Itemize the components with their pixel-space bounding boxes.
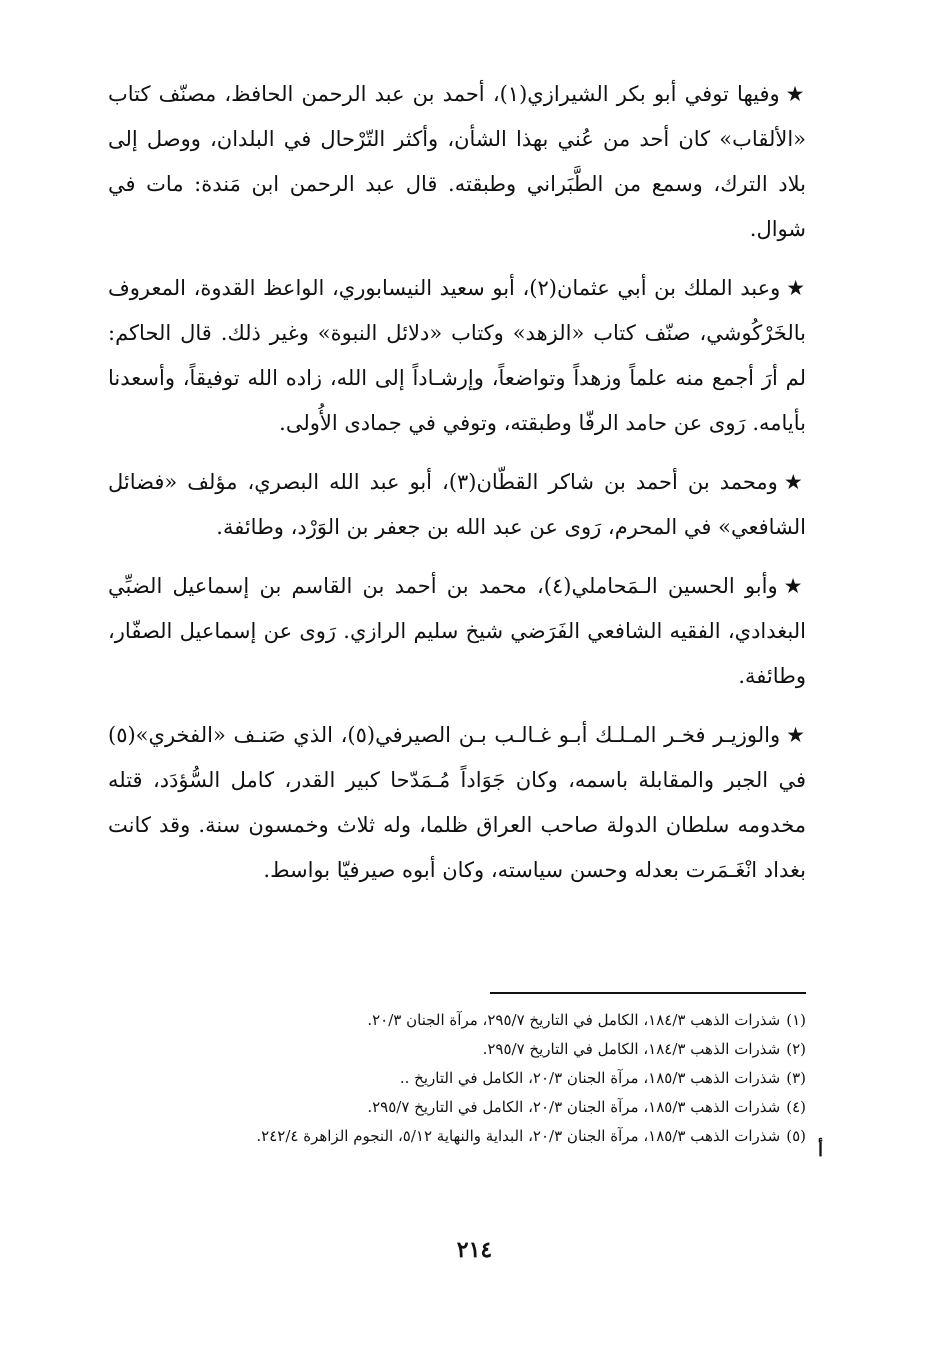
footnote-number: (٥): [786, 1127, 806, 1145]
margin-mark: أ: [818, 1140, 824, 1161]
entry-text: ومحمد بن أحمد بن شاكر القطّان(٣)، أبو عبد الله البصري، مؤلف «فضائل الشافعي» في المحرم، رَوى عن عبد الله بن جعفر بن الوَرْد، وطائفة.: [108, 470, 806, 539]
footnote-3: [108, 1064, 806, 1093]
entry-qattan: [108, 460, 806, 550]
star-marker: ★: [783, 470, 806, 494]
footnote-text: شذرات الذهب ١٨٤/٣، الكامل في التاريخ ٢٩٥/٧، مرآة الجنان ٢٠/٣.: [367, 1011, 781, 1029]
star-marker: ★: [786, 723, 807, 747]
footnote-divider: [490, 992, 806, 994]
footnote-number: (٤): [786, 1098, 806, 1116]
star-marker: ★: [785, 82, 806, 106]
page-number: ٢١٤: [456, 1237, 493, 1263]
footnotes: [108, 1006, 806, 1151]
footnote-number: (٢): [786, 1040, 806, 1058]
footnote-5: [108, 1122, 806, 1151]
footnote-text: شذرات الذهب ١٨٥/٣، مرآة الجنان ٢٠/٣، الكامل في التاريخ ٢٩٥/٧.: [367, 1098, 781, 1116]
star-marker: ★: [786, 276, 807, 300]
entry-text: والوزيـر فخـر المـلـك أبـو غـالـب بـن الصيرفي(٥)، الذي صَنـف «الفخري»(٥) في الجبر والمقابلة باسمه، وكان جَوَاداً مُـمَدّحا كبير القدر، كامل السُّؤدَد، قتله مخدومه سلطان الدولة صاحب العراق ظلما، وله ثلاث وخمسون سنة. وقد كانت بغداد انْغَـمَرت بعدله وحسن سياسته، وكان أبوه صيرفيّا بواسط.: [108, 723, 806, 882]
entry-text: وفيها توفي أبو بكر الشيرازي(١)، أحمد بن عبد الرحمن الحافظ، مصنّف كتاب «الألقاب» كان أحد من عُني بهذا الشأن، وأكثر التّرْحال في البلدان، ووصل إلى بلاد الترك، وسمع من الطَّبَراني وطبقته. قال عبد الرحمن ابن مَندة: مات في شوال.: [108, 82, 806, 241]
entry-kharkushi: [108, 266, 806, 446]
footnote-2: [108, 1035, 806, 1064]
footnote-text: شذرات الذهب ١٨٥/٣، مرآة الجنان ٢٠/٣، الكامل في التاريخ ..: [399, 1069, 781, 1087]
entry-text: وعبد الملك بن أبي عثمان(٢)، أبو سعيد النيسابوري، الواعظ القدوة، المعروف بالخَرْكُوشي، صنّف كتاب «الزهد» وكتاب «دلائل النبوة» وغير ذلك. قال الحاكم: لم أرَ أجمع منه علماً وزهداً وتواضعاً، وإرشـاداً إلى الله، زاده الله توفيقاً، وأسعدنا بأيامه. رَوى عن حامد الرفّا وطبقته، وتوفي في جمادى الأُولى.: [108, 276, 806, 435]
footnote-text: شذرات الذهب ١٨٤/٣، الكامل في التاريخ ٢٩٥/٧.: [482, 1040, 781, 1058]
footnote-number: (٣): [786, 1069, 806, 1087]
entry-text: وأبو الحسين الـمَحاملي(٤)، محمد بن أحمد بن القاسم بن إسماعيل الضبِّي البغدادي، الفقيه الشافعي الفَرَضي شيخ سليم الرازي. رَوى عن إسماعيل الصفّار، وطائفة.: [108, 574, 806, 688]
footnote-text: شذرات الذهب ١٨٥/٣، مرآة الجنان ٢٠/٣، البداية والنهاية ٥/١٢، النجوم الزاهرة ٢٤٢/٤.: [256, 1127, 781, 1145]
star-marker: ★: [783, 574, 806, 598]
footnote-1: [108, 1006, 806, 1035]
footnote-number: (١): [786, 1011, 806, 1029]
entry-shirazi: [108, 72, 806, 252]
main-text: [108, 72, 806, 907]
footnote-4: [108, 1093, 806, 1122]
entry-fakhr-al-mulk: [108, 713, 806, 893]
entry-mahamili: [108, 564, 806, 699]
